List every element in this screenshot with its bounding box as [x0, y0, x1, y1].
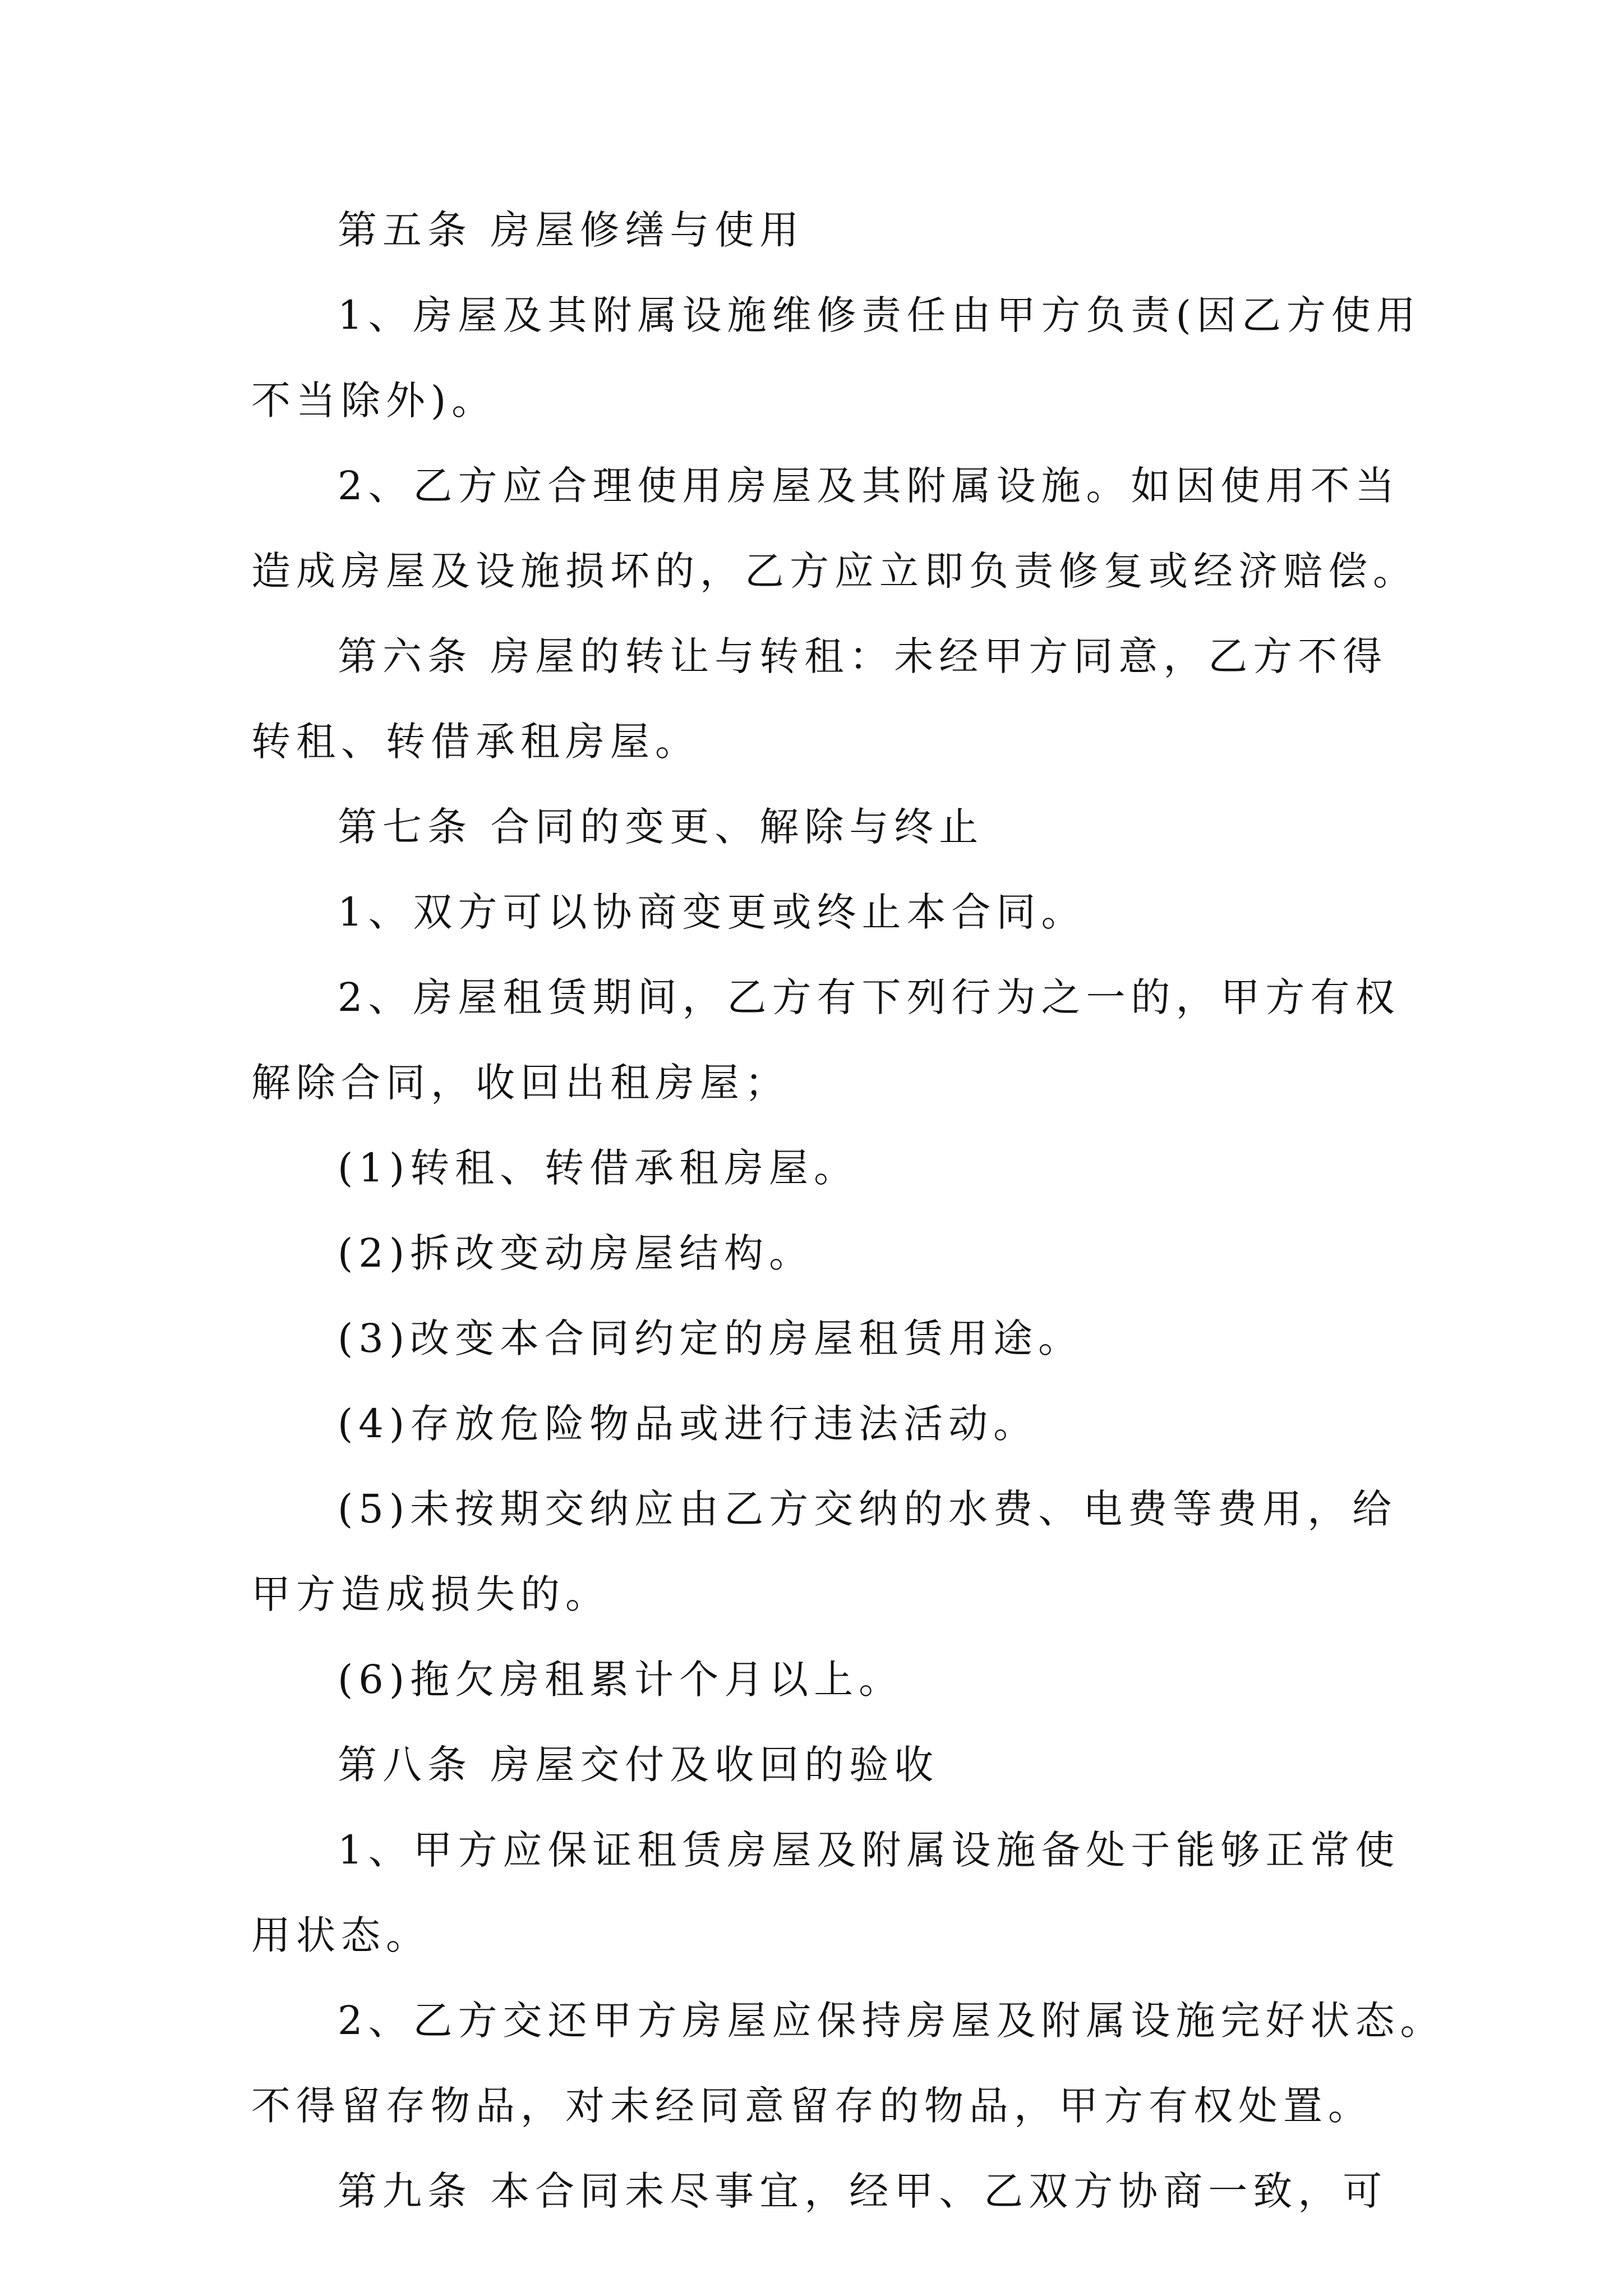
article-8-clause-1: 1、甲方应保证租赁房屋及附属设施备处于能够正常使 — [338, 1827, 1400, 1873]
article-7-clause-1: 1、双方可以协商变更或终止本合同。 — [338, 889, 1086, 935]
article-9: 第九条 本合同未尽事宜，经甲、乙双方协商一致，可 — [338, 2168, 1388, 2214]
article-7-item-3: (3)改变本合同约定的房屋租赁用途。 — [338, 1315, 1083, 1361]
article-5-clause-2-cont: 造成房屋及设施损坏的，乙方应立即负责修复或经济赔偿。 — [251, 548, 1418, 594]
article-8-clause-2: 2、乙方交还甲方房屋应保持房屋及附属设施完好状态。 — [338, 1998, 1445, 2044]
article-7-heading: 第七条 合同的变更、解除与终止 — [338, 804, 984, 850]
article-8-clause-2-cont: 不得留存物品，对未经同意留存的物品，甲方有权处置。 — [251, 2083, 1373, 2129]
article-5-clause-1: 1、房屋及其附属设施维修责任由甲方负责(因乙方使用 — [338, 292, 1421, 338]
document-body — [251, 202, 1445, 2248]
article-7-item-4: (4)存放危险物品或进行违法活动。 — [338, 1401, 1039, 1447]
article-6: 第六条 房屋的转让与转租：未经甲方同意，乙方不得 — [338, 633, 1388, 679]
article-8-heading: 第八条 房屋交付及收回的验收 — [338, 1742, 939, 1788]
article-7-item-1: (1)转租、转借承租房屋。 — [338, 1145, 859, 1191]
article-5-heading: 第五条 房屋修缮与使用 — [338, 207, 805, 253]
article-7-item-5: (5)未按期交纳应由乙方交纳的水费、电费等费用，给 — [338, 1486, 1398, 1532]
article-5-clause-1-cont: 不当除外)。 — [251, 378, 497, 424]
article-7-clause-2: 2、房屋租赁期间，乙方有下列行为之一的，甲方有权 — [338, 974, 1400, 1020]
article-8-clause-1-cont: 用状态。 — [251, 1912, 431, 1958]
article-7-item-5-cont: 甲方造成损失的。 — [251, 1571, 610, 1617]
article-7-clause-2-cont: 解除合同，收回出租房屋； — [251, 1060, 790, 1106]
article-6-cont: 转租、转借承租房屋。 — [251, 719, 700, 765]
article-5-clause-2: 2、乙方应合理使用房屋及其附属设施。如因使用不当 — [338, 463, 1400, 509]
article-7-item-6: (6)拖欠房租累计个月以上。 — [338, 1657, 904, 1703]
article-7-item-2: (2)拆改变动房屋结构。 — [338, 1230, 814, 1276]
